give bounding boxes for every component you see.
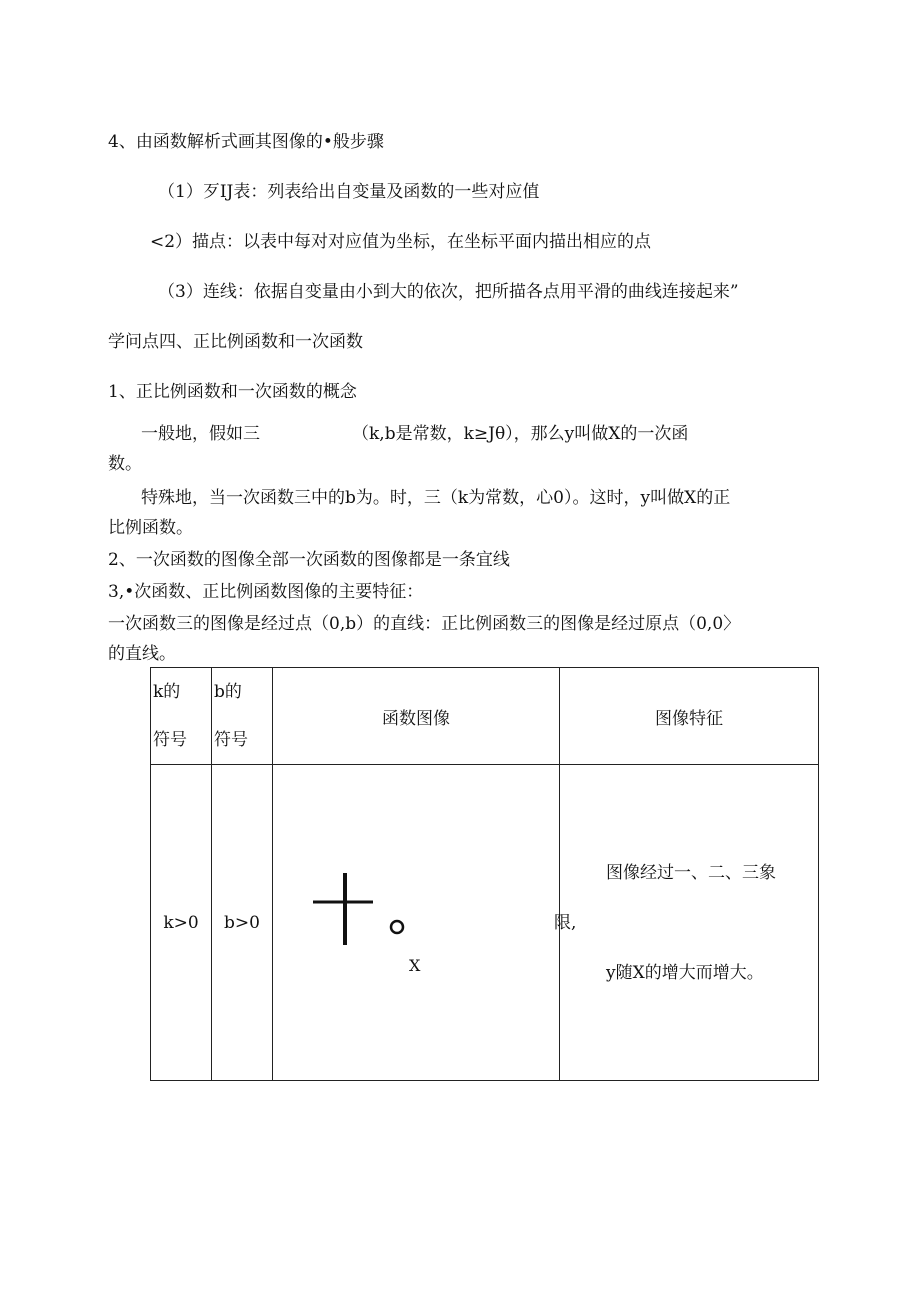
feature-table <box>150 667 819 1081</box>
graph-fact: 2、一次函数的图像全部一次函数的图像都是一条宜线 <box>108 550 510 570</box>
step-3: （3）连线：依据自变量由小到大的依次，把所描各点用平滑的曲线连接起来” <box>158 282 739 302</box>
axis-label-x: X <box>409 956 421 975</box>
graph-sketch <box>273 765 558 1077</box>
row-k-value: k>0 <box>151 765 212 1081</box>
feature-line-2: 限, <box>554 912 577 933</box>
function-graph <box>273 765 559 1080</box>
step-2: <2）描点：以表中每对对应值为坐标，在坐标平面内描出相应的点 <box>150 232 652 252</box>
definition-line-1b: （k,b是常数，k≥Jθ），那么y叫做X的一次函 <box>352 424 689 444</box>
row-b-value: b>0 <box>212 765 273 1081</box>
origin-marker <box>391 921 403 933</box>
features-line-1: 一次函数三的图像是经过点（0,b）的直线：正比例函数三的图像是经过原点（0,0〉 <box>108 614 741 634</box>
special-case-line-2: 比例函数。 <box>108 518 193 538</box>
header-b-line1: b的 <box>214 682 242 702</box>
step-heading: 4、由函数解析式画其图像的•般步骤 <box>108 132 384 152</box>
row-feature-cell <box>554 765 819 1081</box>
concept-heading: 1、正比例函数和一次函数的概念 <box>108 382 357 402</box>
feature-line-1: 图像经过一、二、三象 <box>606 862 776 883</box>
section-heading: 学问点四、正比例函数和一次函数 <box>108 332 363 352</box>
features-heading: 3,•次函数、正比例函数图像的主要特征： <box>108 582 424 602</box>
header-k-line2: 符号 <box>153 730 187 750</box>
special-case-line-1: 特殊地，当一次函数三中的b为。时，三（k为常数，心0）。这时，y叫做X的正 <box>141 488 731 508</box>
table-row <box>151 765 819 1081</box>
step-1: （1）歹IJ表：列表给出自变量及函数的一些对应值 <box>158 182 540 202</box>
header-feature: 图像特征 <box>560 668 819 765</box>
header-graph: 函数图像 <box>273 668 560 765</box>
header-k-sign <box>151 668 212 765</box>
definition-line-2: 数。 <box>108 454 142 474</box>
header-b-sign <box>212 668 273 765</box>
features-line-2: 的直线。 <box>108 644 176 664</box>
header-k-line1: k的 <box>153 682 181 702</box>
row-graph-cell <box>273 765 560 1081</box>
table-header-row <box>151 668 819 765</box>
feature-line-3: y随X的增大而增大。 <box>606 962 764 983</box>
definition-line-1a: 一般地，假如三 <box>141 424 260 444</box>
header-b-line2: 符号 <box>214 730 248 750</box>
